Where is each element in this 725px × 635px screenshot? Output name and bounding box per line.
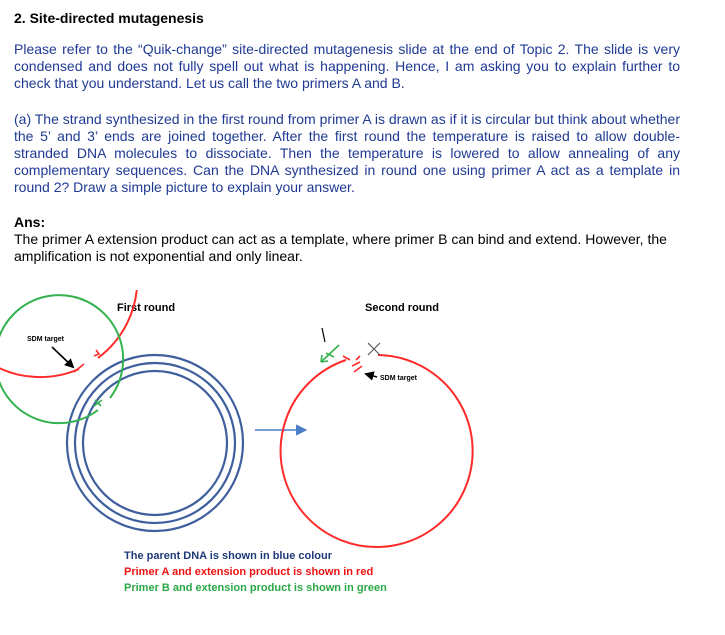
first-round-green-strand xyxy=(0,295,123,423)
primer-a-mark xyxy=(74,350,99,372)
sdm-target-arrow-left xyxy=(52,347,73,367)
first-round-label: First round xyxy=(117,302,176,314)
mutagenesis-figure xyxy=(0,290,725,610)
intro-paragraph: Please refer to the “Quik-change” site-directed mutagenesis slide at the end of Topic 2. The slide is very condensed and does not fully spell out what is happening. Hence, I am asking you to explain further to check that you understand. Let us call the two primers A and B. xyxy=(14,41,680,91)
parent-dna-inner-circle xyxy=(83,371,227,515)
answer-label: Ans: xyxy=(14,214,46,230)
second-round-label: Second round xyxy=(365,302,439,314)
legend-green: Primer B and extension product is shown in green xyxy=(124,582,387,594)
parent-dna-outer-circle xyxy=(67,355,243,531)
second-round-x-mark xyxy=(368,343,380,355)
second-round-red-mark xyxy=(343,356,362,372)
section-title: 2. Site-directed mutagenesis xyxy=(14,10,204,26)
parent-dna-middle-circle xyxy=(75,363,235,523)
legend-red: Primer A and extension product is shown in red xyxy=(124,566,374,578)
second-round-black-strand xyxy=(322,328,325,342)
second-round-red-strand xyxy=(281,355,473,547)
question-paragraph: (a) The strand synthesized in the first round from primer A is drawn as if it is circular but think about whether the 5’ and 3’ ends are joined together. After the first round the temperature is raised to allow double-stranded DNA molecules to dissociate. Then the temperature is lowered to allow annealing of any complementary sequences. Can the DNA synthesized in round one using primer A act as a template in round 2? Draw a simple picture to explain your answer. xyxy=(14,111,680,195)
legend-blue: The parent DNA is shown in blue colour xyxy=(124,550,332,562)
sdm-target-arrow-right xyxy=(366,374,377,377)
sdm-target-label-left: SDM target xyxy=(27,336,64,343)
answer-text: The primer A extension product can act as a template, where primer B can bind and extend. However, the amplification is not exponential and only linear. xyxy=(14,231,667,264)
second-round-primer-b-mark xyxy=(321,345,339,362)
sdm-target-label-right: SDM target xyxy=(380,375,417,382)
